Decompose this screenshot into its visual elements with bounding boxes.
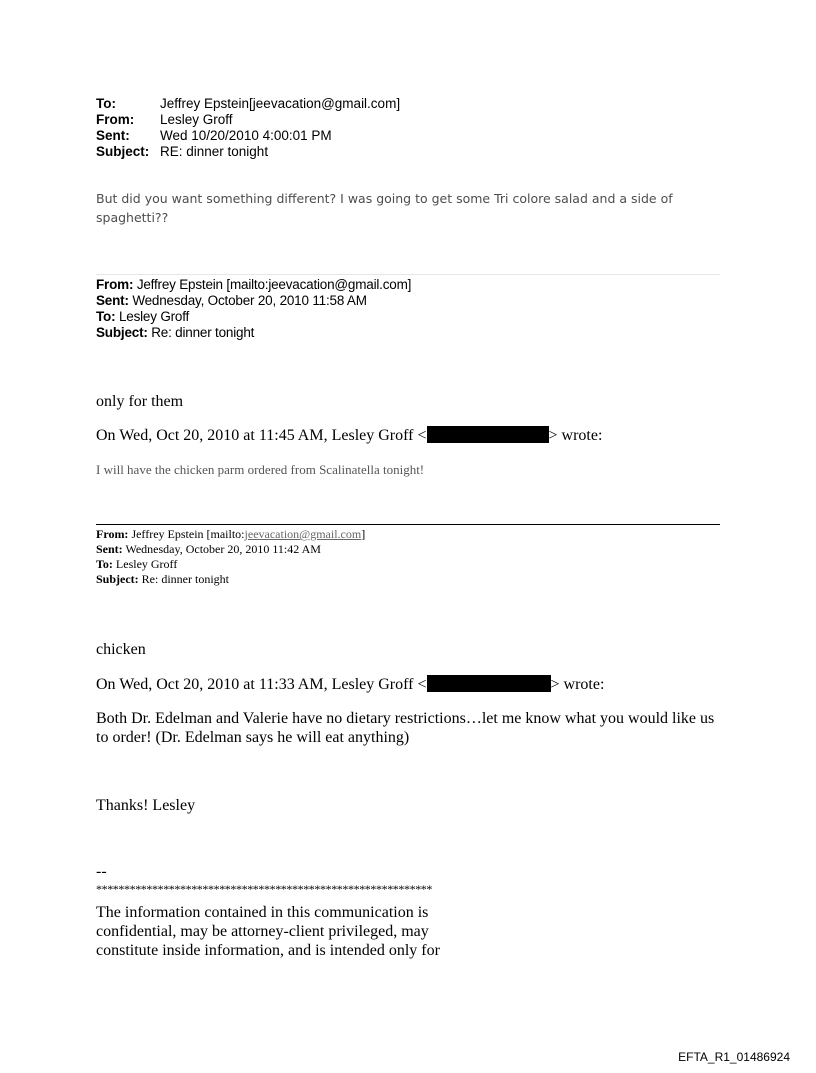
fwd1-subject-label: Subject: bbox=[96, 325, 148, 340]
fwd1-subject-value: Re: dinner tonight bbox=[151, 325, 255, 340]
fwd2-to-value: Lesley Groff bbox=[115, 557, 178, 571]
fwd1-from-label: From: bbox=[96, 277, 134, 292]
fwd2-from-suffix: ] bbox=[361, 527, 366, 541]
msg2-paragraph bbox=[96, 709, 736, 747]
msg1-quote-prefix: On Wed, Oct 20, 2010 at 11:45 AM, Lesley Groff < bbox=[96, 427, 427, 444]
forward-header-2 bbox=[96, 527, 365, 587]
redaction-box bbox=[427, 675, 551, 692]
msg1-body: only for them bbox=[96, 393, 184, 410]
disclaimer-line-2: confidential, may be attorney-client privileged, may bbox=[96, 923, 429, 940]
fwd2-sent-label: Sent: bbox=[96, 542, 123, 556]
sent-value: Wed 10/20/2010 4:00:01 PM bbox=[160, 128, 332, 143]
fwd2-from-prefix: Jeffrey Epstein [mailto: bbox=[131, 527, 245, 541]
fwd1-from-value: Jeffrey Epstein [mailto:jeevacation@gmail.com] bbox=[136, 277, 412, 292]
fwd2-subject-value: Re: dinner tonight bbox=[141, 572, 229, 586]
msg1-quote-suffix: > wrote: bbox=[548, 427, 603, 444]
fwd2-subject-label: Subject: bbox=[96, 572, 139, 586]
fwd1-to-label: To: bbox=[96, 309, 116, 324]
from-label: From: bbox=[96, 112, 135, 127]
fwd1-sent-label: Sent: bbox=[96, 293, 129, 308]
msg1-quote-line bbox=[96, 426, 602, 445]
disclaimer bbox=[96, 903, 440, 960]
msg2-para-line-1: Both Dr. Edelman and Valerie have no dietary restrictions…let me know what you would like us bbox=[96, 710, 715, 727]
subject-value: RE: dinner tonight bbox=[160, 144, 269, 159]
signature-stars: ************************************************************ bbox=[96, 882, 433, 896]
msg2-thanks: Thanks! Lesley bbox=[96, 797, 196, 814]
separator-dark bbox=[96, 524, 720, 525]
reply-line-1: But did you want something different? I was going to get some Tri colore salad and a side of bbox=[96, 191, 673, 206]
email-header bbox=[96, 96, 400, 160]
signature-dashes: -- bbox=[96, 863, 107, 880]
bates-number: EFTA_R1_01486924 bbox=[678, 1050, 790, 1064]
separator-light bbox=[96, 274, 720, 275]
to-value: Jeffrey Epstein[jeevacation@gmail.com] bbox=[160, 96, 401, 111]
msg2-body: chicken bbox=[96, 641, 146, 658]
fwd2-sent-value: Wednesday, October 20, 2010 11:42 AM bbox=[125, 542, 321, 556]
subject-label: Subject: bbox=[96, 144, 150, 159]
sent-label: Sent: bbox=[96, 128, 130, 143]
msg2-para-line-2: to order! (Dr. Edelman says he will eat anything) bbox=[96, 729, 410, 746]
msg2-quote-line bbox=[96, 675, 604, 694]
to-label: To: bbox=[96, 96, 116, 111]
msg2-quote-prefix: On Wed, Oct 20, 2010 at 11:33 AM, Lesley Groff < bbox=[96, 676, 427, 693]
fwd1-to-value: Lesley Groff bbox=[118, 309, 190, 324]
fwd2-to-label: To: bbox=[96, 557, 113, 571]
msg1-quoted-text: I will have the chicken parm ordered from Scalinatella tonight! bbox=[96, 462, 425, 477]
forward-header-1 bbox=[96, 277, 411, 341]
fwd2-from-label: From: bbox=[96, 527, 129, 541]
disclaimer-line-3: constitute inside information, and is intended only for bbox=[96, 942, 440, 959]
reply-body bbox=[96, 189, 736, 227]
fwd1-sent-value: Wednesday, October 20, 2010 11:58 AM bbox=[132, 293, 367, 308]
from-value: Lesley Groff bbox=[160, 112, 233, 127]
redaction-box bbox=[427, 426, 549, 443]
disclaimer-line-1: The information contained in this communication is bbox=[96, 904, 429, 921]
reply-line-2: spaghetti?? bbox=[96, 210, 169, 225]
fwd2-email-link[interactable]: jeevacation@gmail.com bbox=[244, 527, 362, 541]
msg2-quote-suffix: > wrote: bbox=[550, 676, 605, 693]
